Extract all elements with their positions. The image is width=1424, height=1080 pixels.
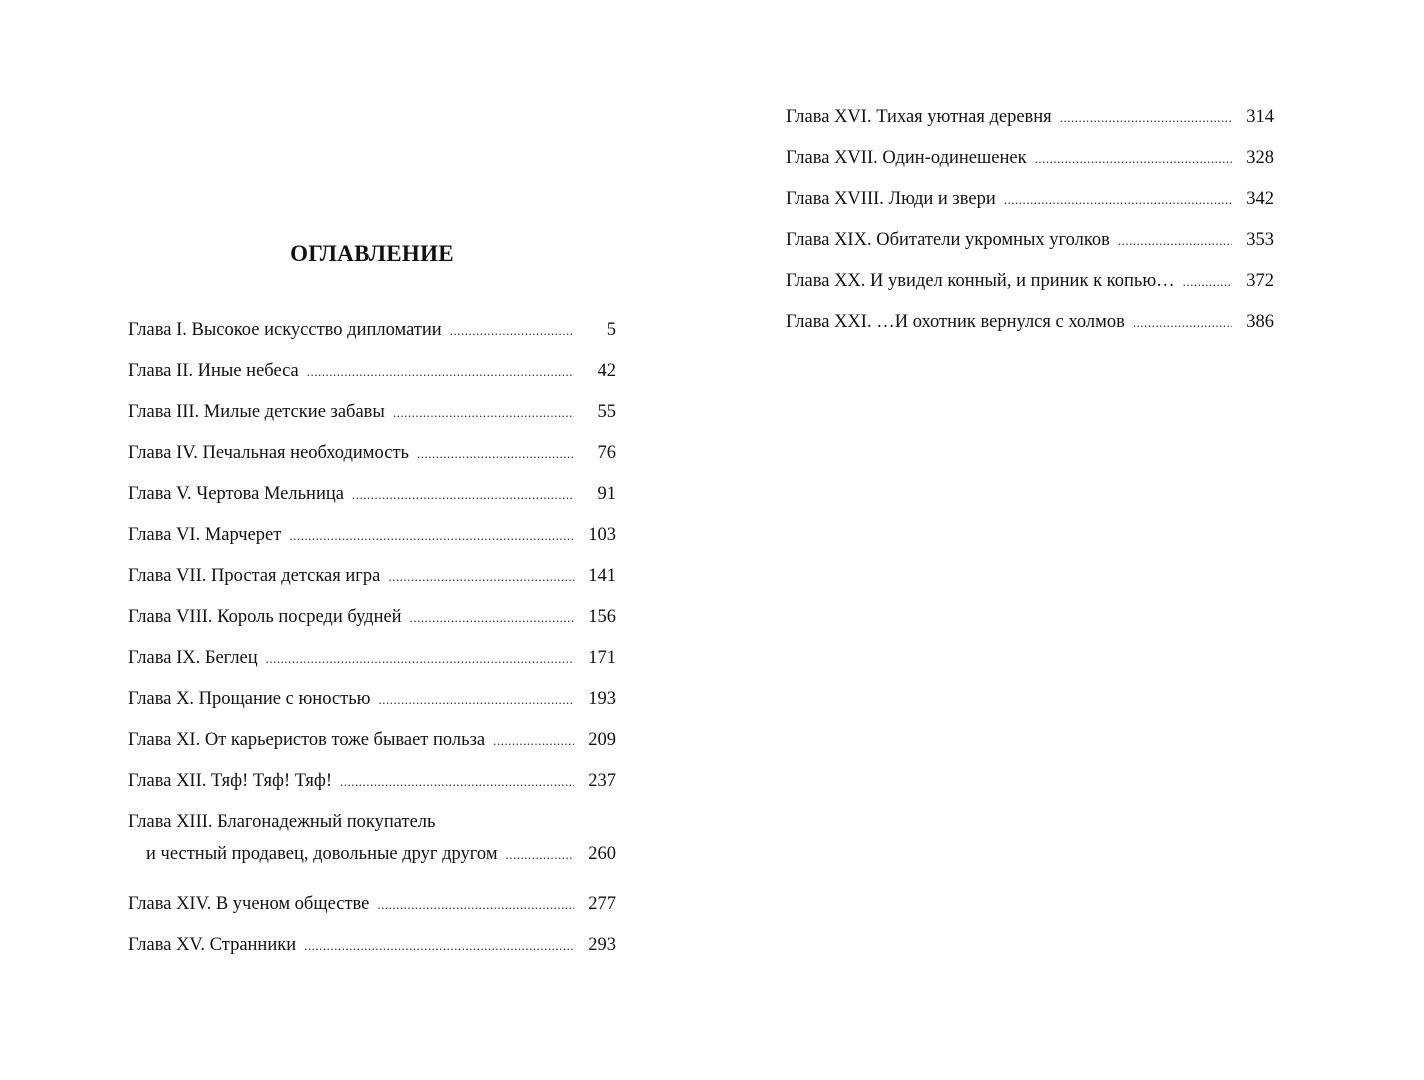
toc-entry	[128, 724, 616, 765]
toc-entry	[128, 519, 616, 560]
dot-leader	[410, 602, 574, 634]
toc-entry	[786, 306, 1274, 347]
dot-leader	[1118, 225, 1232, 257]
toc-left-column	[128, 314, 616, 970]
dot-leader	[506, 839, 574, 871]
page-title: ОГЛАВЛЕНИЕ	[290, 241, 454, 267]
page-number: 209	[588, 730, 616, 750]
dot-leader	[378, 684, 574, 716]
toc-entry	[786, 101, 1274, 142]
entry-title: Глава I. Высокое искусство дипломатии	[128, 320, 442, 340]
page-number: 42	[597, 361, 616, 381]
page-number: 237	[588, 771, 616, 791]
dot-leader	[1133, 307, 1232, 339]
dot-leader	[1060, 102, 1232, 134]
toc-entry	[128, 765, 616, 806]
page-number: 260	[588, 844, 616, 864]
toc-entry	[128, 437, 616, 478]
toc-entry	[128, 601, 616, 642]
dot-leader	[393, 397, 574, 429]
entry-title: Глава II. Иные небеса	[128, 361, 299, 381]
page-number: 91	[597, 484, 616, 504]
dot-leader	[289, 520, 574, 552]
dot-leader	[307, 356, 574, 388]
toc-entry	[128, 929, 616, 970]
entry-title: Глава XIII. Благонадежный покупатель	[128, 812, 436, 832]
entry-title: Глава XX. И увидел конный, и приник к копью…	[786, 271, 1175, 291]
page-number: 293	[588, 935, 616, 955]
toc-entry	[128, 806, 616, 888]
dot-leader	[493, 725, 574, 757]
dot-leader	[1004, 184, 1232, 216]
entry-title: Глава XV. Странники	[128, 935, 297, 955]
toc-entry	[128, 396, 616, 437]
entry-title: Глава VI. Марчерет	[128, 525, 282, 545]
toc-right-column	[786, 101, 1274, 347]
dot-leader	[304, 930, 574, 962]
entry-title: Глава V. Чертова Мельница	[128, 484, 344, 504]
toc-entry	[128, 642, 616, 683]
page-number: 103	[588, 525, 616, 545]
entry-title: Глава III. Милые детские забавы	[128, 402, 385, 422]
page-number: 193	[588, 689, 616, 709]
dot-leader	[388, 561, 574, 593]
page-number: 328	[1246, 148, 1274, 168]
entry-title: Глава X. Прощание с юностью	[128, 689, 371, 709]
entry-title: Глава XIX. Обитатели укромных уголков	[786, 230, 1110, 250]
dot-leader	[266, 643, 574, 675]
entry-title: Глава XVIII. Люди и звери	[786, 189, 996, 209]
page-number: 55	[597, 402, 616, 422]
entry-title-continuation: и честный продавец, довольные друг другом	[146, 844, 498, 864]
entry-title: Глава XVII. Один-одинешенек	[786, 148, 1027, 168]
page-number: 76	[597, 443, 616, 463]
page-number: 372	[1246, 271, 1274, 291]
dot-leader	[1035, 143, 1232, 175]
page-number: 141	[588, 566, 616, 586]
page-number: 171	[588, 648, 616, 668]
entry-title: Глава IX. Беглец	[128, 648, 258, 668]
dot-leader	[352, 479, 574, 511]
toc-entry	[128, 888, 616, 929]
toc-entry	[128, 314, 616, 355]
toc-entry	[128, 478, 616, 519]
page-number: 314	[1246, 107, 1274, 127]
dot-leader	[1183, 266, 1232, 298]
page-number: 156	[588, 607, 616, 627]
page-number: 342	[1246, 189, 1274, 209]
entry-title: Глава VII. Простая детская игра	[128, 566, 381, 586]
entry-title: Глава XI. От карьеристов тоже бывает польза	[128, 730, 486, 750]
entry-title: Глава XXI. …И охотник вернулся с холмов	[786, 312, 1125, 332]
entry-title: Глава IV. Печальная необходимость	[128, 443, 409, 463]
toc-entry	[786, 142, 1274, 183]
toc-entry	[786, 183, 1274, 224]
toc-entry	[128, 560, 616, 601]
page-number: 353	[1246, 230, 1274, 250]
entry-title: Глава VIII. Король посреди будней	[128, 607, 402, 627]
toc-entry	[128, 683, 616, 724]
entry-title: Глава XVI. Тихая уютная деревня	[786, 107, 1052, 127]
dot-leader	[340, 766, 574, 798]
page-number: 277	[588, 894, 616, 914]
page-number: 386	[1246, 312, 1274, 332]
page-number: 5	[606, 320, 616, 340]
entry-title: Глава XIV. В ученом обществе	[128, 894, 370, 914]
toc-entry	[128, 355, 616, 396]
toc-entry	[786, 265, 1274, 306]
entry-title: Глава XII. Тяф! Тяф! Тяф!	[128, 771, 333, 791]
dot-leader	[417, 438, 574, 470]
entry-title-continuation-line	[128, 838, 616, 870]
toc-entry	[786, 224, 1274, 265]
dot-leader	[377, 889, 574, 921]
dot-leader	[450, 315, 574, 347]
